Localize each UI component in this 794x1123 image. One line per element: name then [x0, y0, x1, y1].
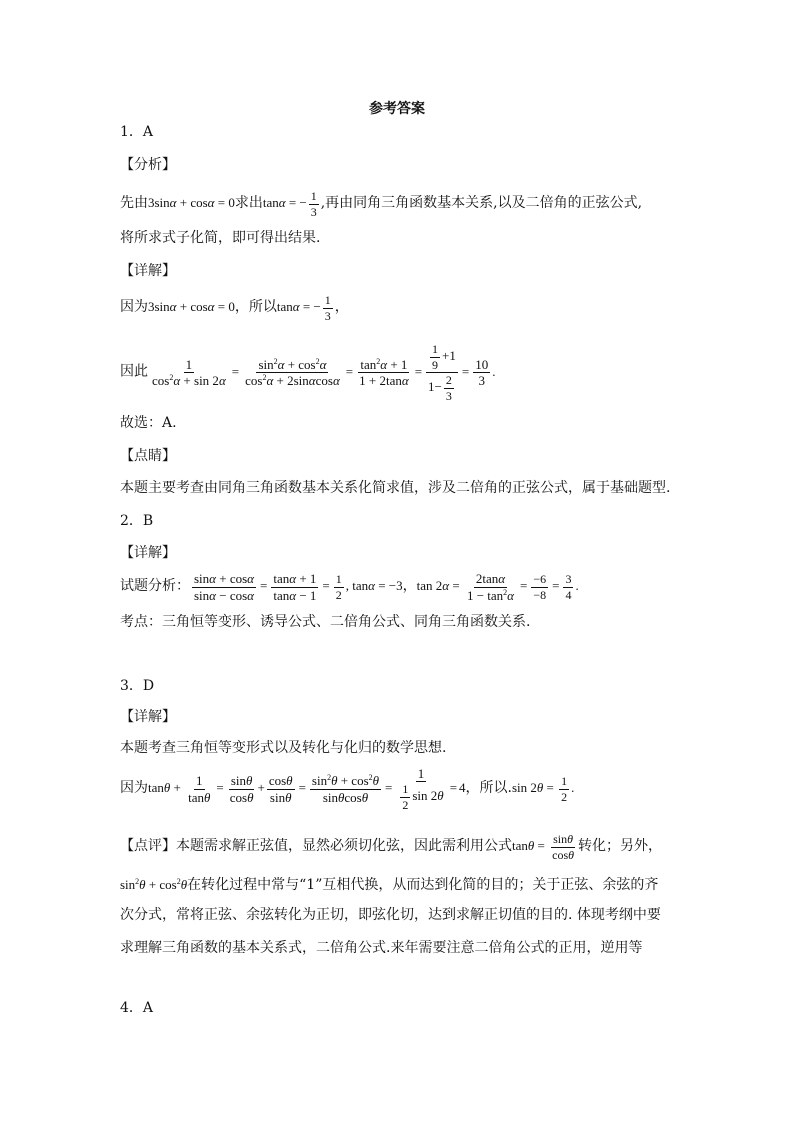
math-expr: tanα = − $\frac{1}{3}$: [276, 292, 331, 323]
math-expr: tanθ + $\frac{1}{\tan\theta}$ = $\frac{\sin\theta}{\cos\theta}$ + $\frac{\cos\theta}{\sin\theta}$ = $\frac{\sin^2\theta + \cos^2\theta}{\sin\theta\cos\theta}$ = 1 $\frac{1}{2}$ sin 2θ = 4: [148, 765, 466, 812]
q3-comment-line1: 【点评】本题需求解正弦值，显然必须切化弦，因此需利用公式tanθ = $\frac{\sin\theta}{\cos\theta}$ 转化；另外，: [120, 831, 663, 862]
math-expr: tanα = − $\frac{1}{3}$: [262, 188, 317, 219]
q1-label: 1．A: [120, 124, 154, 140]
math-expr: $\frac{\sin\alpha + \cos\alpha}{\sin\alpha - \cos\alpha}$ = $\frac{\tan\alpha + 1}{\tan\alpha - 1}$ = $\frac{1}{2}$ , tanα = −3: [194, 570, 403, 603]
q2-label: 2．B: [120, 513, 154, 529]
math-expr: tanθ = $\frac{\sin\theta}{\cos\theta}$: [512, 831, 575, 862]
math-expr: $\sin^2\theta + \cos^2\theta$: [120, 877, 188, 892]
q1-comment: 本题主要考查由同角三角函数基本关系化简求值，涉及二倍角的正弦公式，属于基础题型.: [120, 480, 671, 496]
math-expr: 3sinα + cosα = 0: [148, 195, 235, 210]
q1-detail-line1: 因为3sinα + cosα = 0，所以tanα = − $\frac{1}{3}$ ，: [120, 292, 349, 323]
q1-derivation: 因此 $\frac{1}{\cos^2\alpha + \sin 2\alpha}$ = $\frac{\sin^2\alpha + \cos^2\alpha}{\cos^2\alpha + 2\sin\alpha\cos\alpha}$ = $\frac{\tan^2\alpha + 1}{1 + 2\tan\alpha}$ = $\frac{1}{9}$ +1 1− $\frac{2}{3}$ = $\frac{10}{3}$ .: [120, 342, 496, 403]
q2-topic: 考点：三角恒等变形、诱导公式、二倍角公式、同角三角函数关系.: [120, 614, 531, 630]
q3-detail-line1: 本题考查三角恒等变形式以及转化与化归的数学思想.: [120, 740, 447, 756]
q3-comment-line4: 求理解三角函数的基本关系式，二倍角公式.来年需要注意二倍角公式的正用，逆用等: [120, 940, 643, 956]
q1-analysis-line2: 将所求式子化简，即可得出结果.: [120, 230, 321, 246]
q3-derivation: 因为tanθ + $\frac{1}{\tan\theta}$ = $\frac{\sin\theta}{\cos\theta}$ + $\frac{\cos\theta}{\sin\theta}$ = $\frac{\sin^2\theta + \cos^2\theta}{\sin\theta\cos\theta}$ = 1 $\frac{1}{2}$ sin 2θ = 4，所以.sin 2θ = $\frac{1}{2}$ .: [120, 765, 575, 812]
q1-analysis-heading: 【分析】: [120, 157, 176, 173]
q2-detail-heading: 【详解】: [120, 545, 176, 561]
q1-choice: 故选：A.: [120, 415, 177, 431]
math-expr: 3sinα + cosα = 0: [148, 299, 235, 314]
math-expr: tan 2α = $\frac{2\tan\alpha}{1 - \tan^2\alpha}$ = $\frac{-6}{-8}$ = $\frac{3}{4}$ .: [416, 570, 579, 603]
math-expr: sin 2θ = $\frac{1}{2}$ .: [511, 773, 575, 804]
math-expr: $\frac{1}{\cos^2\alpha + \sin 2\alpha}$ = $\frac{\sin^2\alpha + \cos^2\alpha}{\cos^2\alpha + 2\sin\alpha\cos\alpha}$ = $\frac{\tan^2\alpha + 1}{1 + 2\tan\alpha}$ = $\frac{1}{9}$ +1 1− $\frac{2}{3}$ = $\frac{10}{3}$ .: [152, 342, 496, 403]
q3-comment-line3: 次分式，常将正弦、余弦转化为正切，即弦化切，达到求解正切值的目的. 体现考纲中要: [120, 907, 661, 923]
q3-label: 3．D: [120, 678, 155, 694]
q1-analysis-line1: 先由3sinα + cosα = 0求出tanα = − $\frac{1}{3}$ ,再由同角三角函数基本关系,以及二倍角的正弦公式,: [120, 188, 643, 219]
page-title: 参考答案: [369, 101, 425, 117]
q3-comment-line2: $\sin^2\theta + \cos^2\theta$在转化过程中常与“1”互相代换，从而达到化简的目的；关于正弦、余弦的齐: [120, 877, 659, 893]
q4-label: 4．A: [120, 1000, 154, 1016]
q1-comment-heading: 【点睛】: [120, 448, 176, 464]
q2-derivation: 试题分析： $\frac{\sin\alpha + \cos\alpha}{\sin\alpha - \cos\alpha}$ = $\frac{\tan\alpha + 1}{\tan\alpha - 1}$ = $\frac{1}{2}$ , tanα = −3，tan 2α = $\frac{2\tan\alpha}{1 - \tan^2\alpha}$ = $\frac{-6}{-8}$ = $\frac{3}{4}$ .: [120, 570, 579, 603]
q1-detail-heading: 【详解】: [120, 263, 176, 279]
q3-detail-heading: 【详解】: [120, 709, 176, 725]
